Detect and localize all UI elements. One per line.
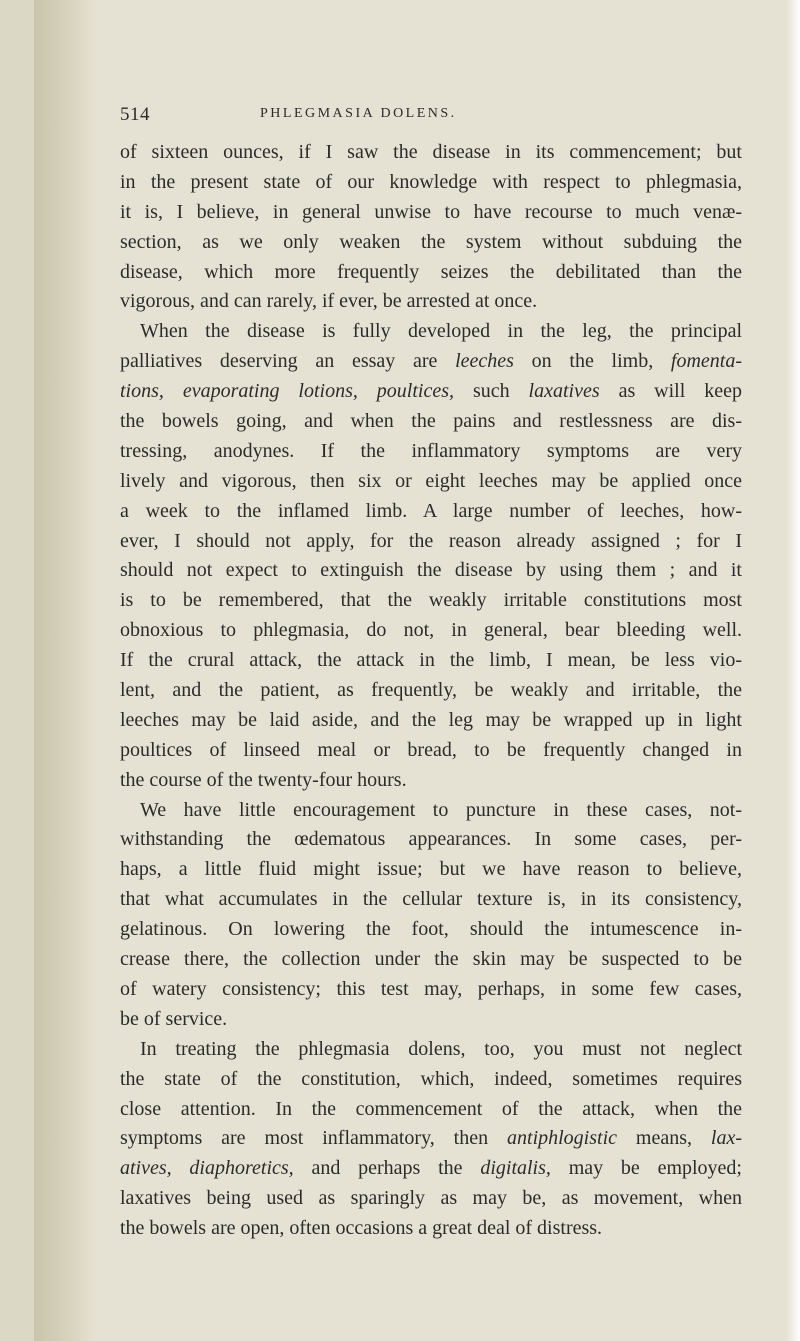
- text-line: symptoms are most inflammatory, then antiphlogistic means, lax-: [120, 1127, 742, 1150]
- text-line: gelatinous. On lowering the foot, should the intumescence in-: [120, 918, 742, 941]
- text-line: laxatives being used as sparingly as may be, as movement, when: [120, 1187, 742, 1210]
- text-line: leeches may be laid aside, and the leg may be wrapped up in light: [120, 708, 742, 731]
- text-line: it is, I believe, in general unwise to have recourse to much venæ-: [120, 200, 742, 223]
- text-line: vigorous, and can rarely, if ever, be arrested at once.: [120, 290, 538, 313]
- text-line: disease, which more frequently seizes the debilitated than the: [120, 260, 742, 283]
- page-number: 514: [120, 104, 150, 125]
- text-line: tressing, anodynes. If the inflammatory symptoms are very: [120, 439, 742, 462]
- text-line: We have little encouragement to puncture in these cases, not-: [140, 798, 742, 821]
- text-line: a week to the inflamed limb. A large number of leeches, how-: [120, 499, 742, 522]
- text-line: haps, a little fluid might issue; but we have reason to believe,: [120, 858, 742, 881]
- text-line: in the present state of our knowledge with respect to phlegmasia,: [120, 170, 742, 193]
- text-line: ever, I should not apply, for the reason already assigned ; for I: [120, 529, 742, 552]
- text-line: withstanding the œdematous appearances. In some cases, per-: [120, 828, 742, 851]
- text-line: should not expect to extinguish the disease by using them ; and it: [120, 559, 742, 582]
- text-line: crease there, the collection under the skin may be suspected to be: [120, 948, 742, 971]
- running-title: PHLEGMASIA DOLENS.: [260, 106, 457, 121]
- text-line: the bowels going, and when the pains and restlessness are dis-: [120, 410, 742, 433]
- page-header: [120, 104, 740, 128]
- text-line: palliatives deserving an essay are leeches on the limb, fomenta-: [120, 350, 742, 373]
- text-line: of watery consistency; this test may, perhaps, in some few cases,: [120, 977, 742, 1000]
- text-line: tions, evaporating lotions, poultices, such laxatives as will keep: [120, 380, 742, 403]
- text-line: be of service.: [120, 1007, 228, 1030]
- text-line: If the crural attack, the attack in the limb, I mean, be less vio-: [120, 649, 742, 672]
- text-line: that what accumulates in the cellular texture is, in its consistency,: [120, 888, 742, 911]
- text-line: In treating the phlegmasia dolens, too, you must not neglect: [140, 1037, 742, 1060]
- binding-shadow: [34, 0, 94, 1341]
- text-line: poultices of linseed meal or bread, to be frequently changed in: [120, 738, 742, 761]
- text-line: section, as we only weaken the system without subduing the: [120, 230, 742, 253]
- text-line: close attention. In the commencement of the attack, when the: [120, 1097, 742, 1120]
- text-line: the state of the constitution, which, indeed, sometimes requires: [120, 1067, 742, 1090]
- text-line: is to be remembered, that the weakly irritable constitutions most: [120, 589, 742, 612]
- text-line: the course of the twenty-four hours.: [120, 768, 407, 791]
- text-line: lent, and the patient, as frequently, be weakly and irritable, the: [120, 679, 742, 702]
- text-line: When the disease is fully developed in the leg, the principal: [140, 320, 742, 343]
- text-line: obnoxious to phlegmasia, do not, in general, bear bleeding well.: [120, 619, 742, 642]
- text-line: atives, diaphoretics, and perhaps the digitalis, may be employed;: [120, 1157, 742, 1180]
- text-line: lively and vigorous, then six or eight leeches may be applied once: [120, 469, 742, 492]
- text-line: of sixteen ounces, if I saw the disease in its commencement; but: [120, 141, 742, 163]
- text-line: the bowels are open, often occasions a great deal of distress.: [120, 1217, 603, 1240]
- page-edge: [786, 0, 800, 1341]
- body-text: [120, 138, 742, 1244]
